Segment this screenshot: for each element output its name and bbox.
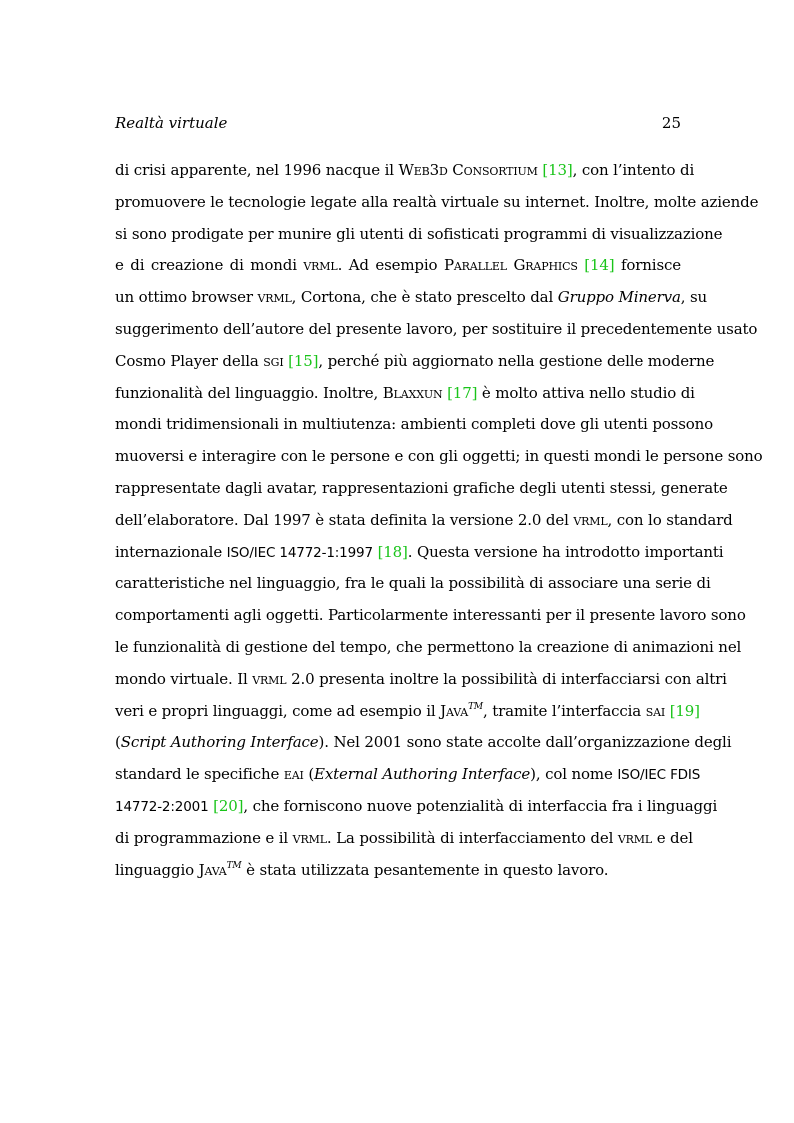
iso-standard: ISO/IEC 14772-1:1997 [226,544,373,561]
text-line: mondi tridimensionali in multiutenza: ambienti completi dove gli utenti possono [115,415,714,434]
citation-link[interactable]: [20] [213,796,244,815]
text-line: caratteristiche nel linguaggio, fra le quali la possibilità di associare una serie di [115,574,711,593]
body-paragraph [115,155,763,886]
iso-standard: ISO/IEC FDIS [617,767,701,784]
web3d-consortium: Web3d Consortium [398,161,538,179]
text-line: suggerimento dell’autore del presente lavoro, per sostituire il precedentemente usato [115,319,758,338]
text-line: 14772-2:2001 [20], che forniscono nuove potenzialità di interfaccia fra i linguaggi [115,796,718,815]
text-line: di crisi apparente, nel 1996 nacque il Web3d Consortium [13], con l’intento di [115,161,695,179]
citation-link[interactable]: [15] [288,351,319,370]
text-line: funzionalità del linguaggio. Inoltre, Blaxxun [17] è molto attiva nello studio di [115,383,695,402]
text-line: si sono prodigate per munire gli utenti di sofisticati programmi di visualizzazione [115,224,723,243]
page-number: 25 [661,114,681,132]
text-line: di programmazione e il vrml. La possibilità di interfacciamento del vrml e del [115,828,693,847]
citation-link[interactable]: [19] [669,701,700,720]
iso-standard: 14772-2:2001 [115,798,209,815]
citation-link[interactable]: [14] [584,256,615,275]
text-line: (Script Authoring Interface). Nel 2001 sono state accolte dall’organizzazione degli [115,733,732,752]
running-title: Realtà virtuale [115,114,228,132]
text-line: dell’elaboratore. Dal 1997 è stata definita la versione 2.0 del vrml, con lo standard [115,510,733,529]
text-line: mondo virtuale. Il vrml 2.0 presenta inoltre la possibilità di interfacciarsi con altri [115,669,727,688]
text-line: comportamenti agli oggetti. Particolarmente interessanti per il presente lavoro sono [115,606,746,625]
citation-link[interactable]: [13] [542,161,573,179]
citation-link[interactable]: [17] [447,383,478,402]
text-line: linguaggio Java™ è stata utilizzata pesantemente in questo lavoro. [115,860,609,879]
text-line: le funzionalità di gestione del tempo, che permettono la creazione di animazioni nel [115,637,742,656]
text-line: veri e propri linguaggi, come ad esempio il Java™, tramite l’interfaccia sai [19] [115,701,700,720]
text-line: e di creazione di mondi vrml. Ad esempio Parallel Graphics [14] fornisce [115,256,681,275]
text-line: rappresentate dagli avatar, rappresentazioni grafiche degli utenti stessi, generate [115,478,728,497]
running-header [115,114,681,138]
text-line: Cosmo Player della sgi [15], perché più aggiornato nella gestione delle moderne [115,351,715,370]
text-line: internazionale ISO/IEC 14772-1:1997 [18]. Questa versione ha introdotto importanti [115,542,724,561]
citation-link[interactable]: [18] [377,542,408,561]
text-line: promuovere le tecnologie legate alla realtà virtuale su internet. Inoltre, molte aziende [115,192,759,211]
text-line: standard le specifiche eai (External Authoring Interface), col nome ISO/IEC FDIS [115,765,701,784]
text-line: un ottimo browser vrml, Cortona, che è stato prescelto dal Gruppo Minerva, su [115,288,708,307]
parallel-graphics: Parallel Graphics [443,256,578,275]
text-line: muoversi e interagire con le persone e con gli oggetti; in questi mondi le persone sono [115,447,763,466]
